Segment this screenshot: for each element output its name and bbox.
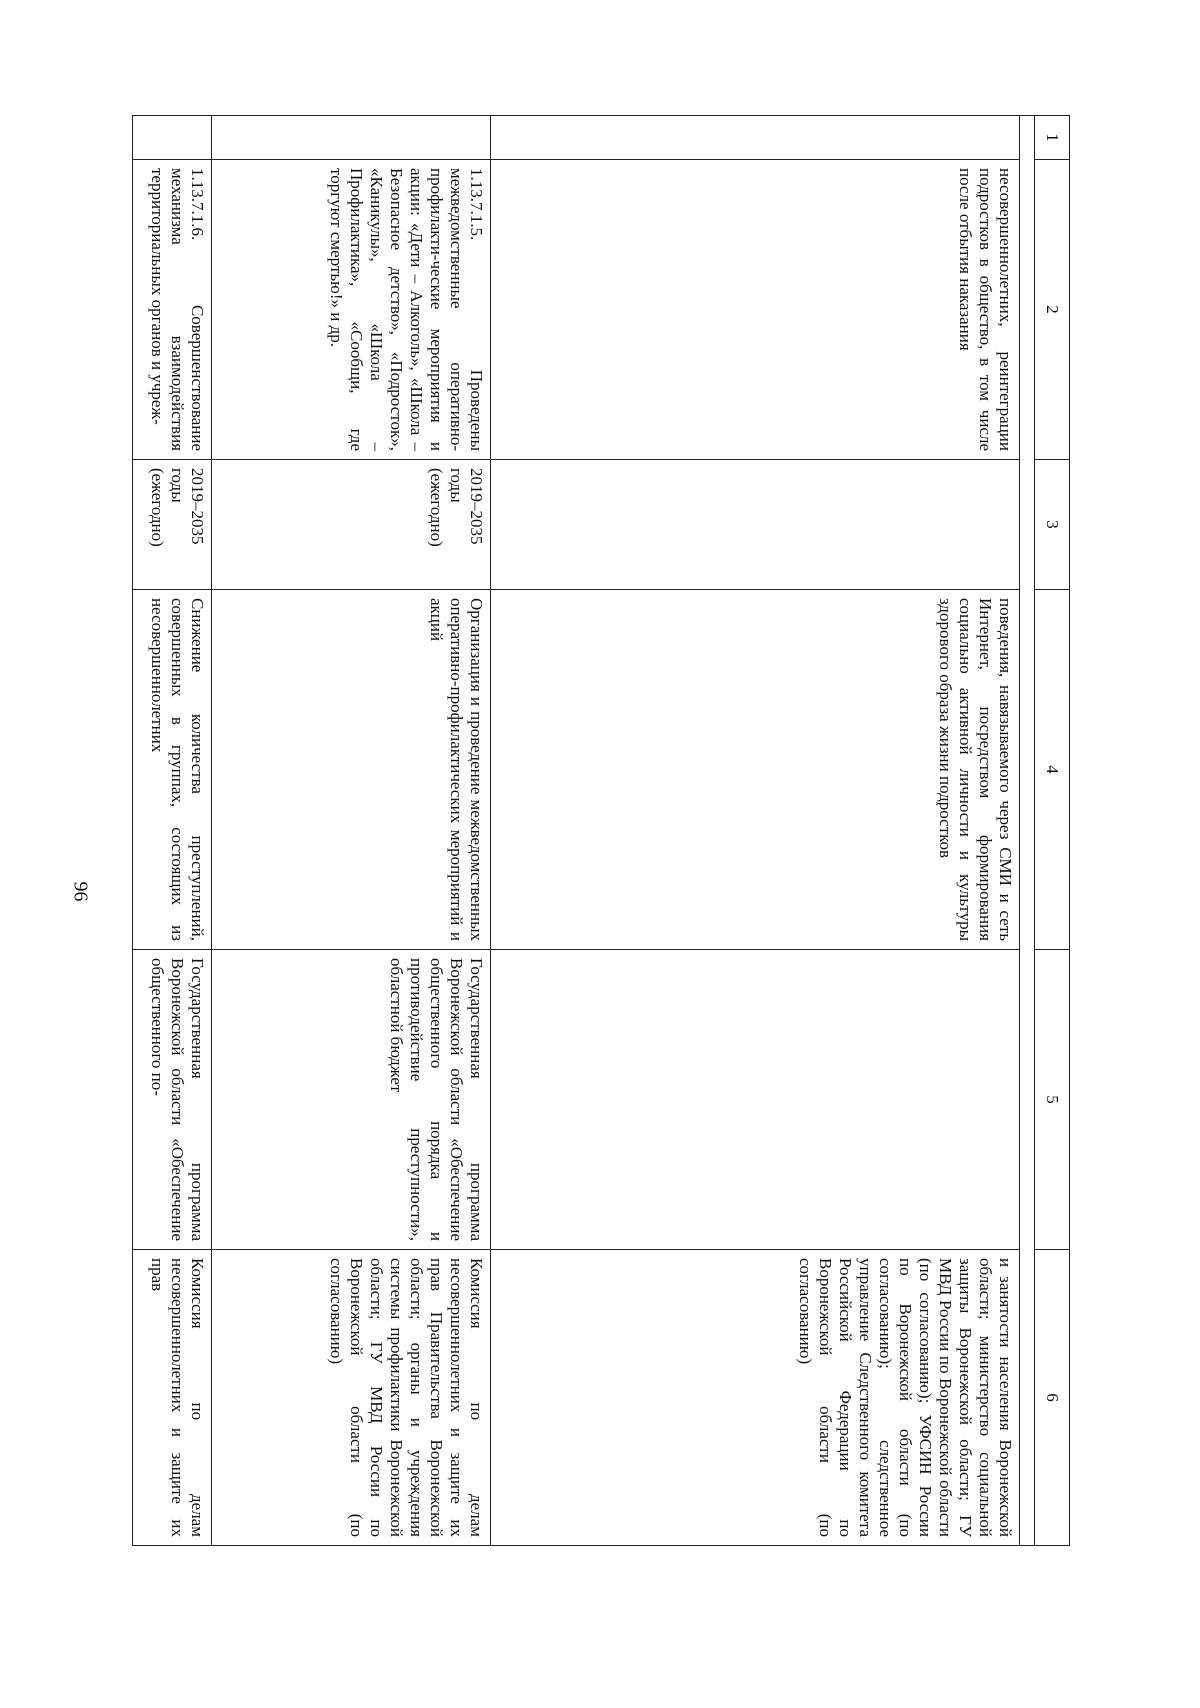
event-cell: 1.13.7.1.6. Совершенствование механизма взаимодействия территориальных органов и учреж- bbox=[133, 160, 212, 460]
header-col-5: 5 bbox=[1035, 950, 1070, 1250]
page-number: 96 bbox=[69, 881, 92, 902]
row-number-cell bbox=[133, 116, 212, 160]
result-cell: Снижение количества преступлений, совершенных в группах, состоящих из несовершеннолетних bbox=[133, 590, 212, 950]
funding-cell bbox=[491, 950, 1020, 1250]
row-number-cell bbox=[491, 116, 1020, 160]
result-cell: Организация и проведение межведомственных оперативно-профилактических мероприятий и акций bbox=[212, 590, 491, 950]
header-col-1: 1 bbox=[1035, 116, 1070, 160]
header-col-2: 2 bbox=[1035, 160, 1070, 460]
responsible-cell: и занятости населения Воронежской области; министерство социальной защиты Воронежской области; ГУ МВД России по Воронежской области (по согласованию); УФСИН России по Воронежской области (по согласованию); следственное управление Следственного комитета Российской Федерации по Воронежской области (по согласованию) bbox=[491, 1250, 1020, 1546]
period-cell: 2019–2035 годы (ежегодно) bbox=[212, 460, 491, 590]
header-row bbox=[1035, 116, 1070, 1546]
result-cell: поведения, навязываемого через СМИ и сеть Интернет, посредством формирования социально активной личности и культуры здорового образа жизни подростков bbox=[491, 590, 1020, 950]
funding-cell: Государственная программа Воронежской области «Обеспечение общественного порядка и противодействие преступности», областной бюджет bbox=[212, 950, 491, 1250]
row-number-cell bbox=[212, 116, 491, 160]
rotated-table-stage bbox=[120, 115, 1070, 1545]
header-col-4: 4 bbox=[1035, 590, 1070, 950]
event-cell: несовершеннолетних, реинтеграции подростков в общество, в том числе после отбытия наказания bbox=[491, 160, 1020, 460]
header-col-6: 6 bbox=[1035, 1250, 1070, 1546]
period-cell bbox=[491, 460, 1020, 590]
separator-row bbox=[1020, 116, 1035, 1546]
responsible-cell: Комиссия по делам несовершеннолетних и защите их прав Правительства Воронежской области; органы и учреждения системы профилактики Воронежской области; ГУ МВД России по Воронежской области (по согласованию) bbox=[212, 1250, 491, 1546]
event-cell: 1.13.7.1.5. Проведены межведомственные оперативно-профилакти-ческие мероприятия и акции: «Дети – Алкоголь», «Школа – Безопасное детство», «Подросток», «Каникулы», «Школа – Профилактика», «Сообщи, где торгуют смертью!» и др. bbox=[212, 160, 491, 460]
period-cell: 2019–2035 годы (ежегодно) bbox=[133, 460, 212, 590]
table-row bbox=[491, 116, 1020, 1546]
table-row bbox=[212, 116, 491, 1546]
separator-cell bbox=[1020, 116, 1035, 1546]
header-col-3: 3 bbox=[1035, 460, 1070, 590]
funding-cell: Государственная программа Воронежской области «Обеспечение общественного по- bbox=[133, 950, 212, 1250]
table-row bbox=[133, 116, 212, 1546]
measures-table bbox=[132, 115, 1070, 1546]
responsible-cell: Комиссия по делам несовершеннолетних и защите их прав bbox=[133, 1250, 212, 1546]
